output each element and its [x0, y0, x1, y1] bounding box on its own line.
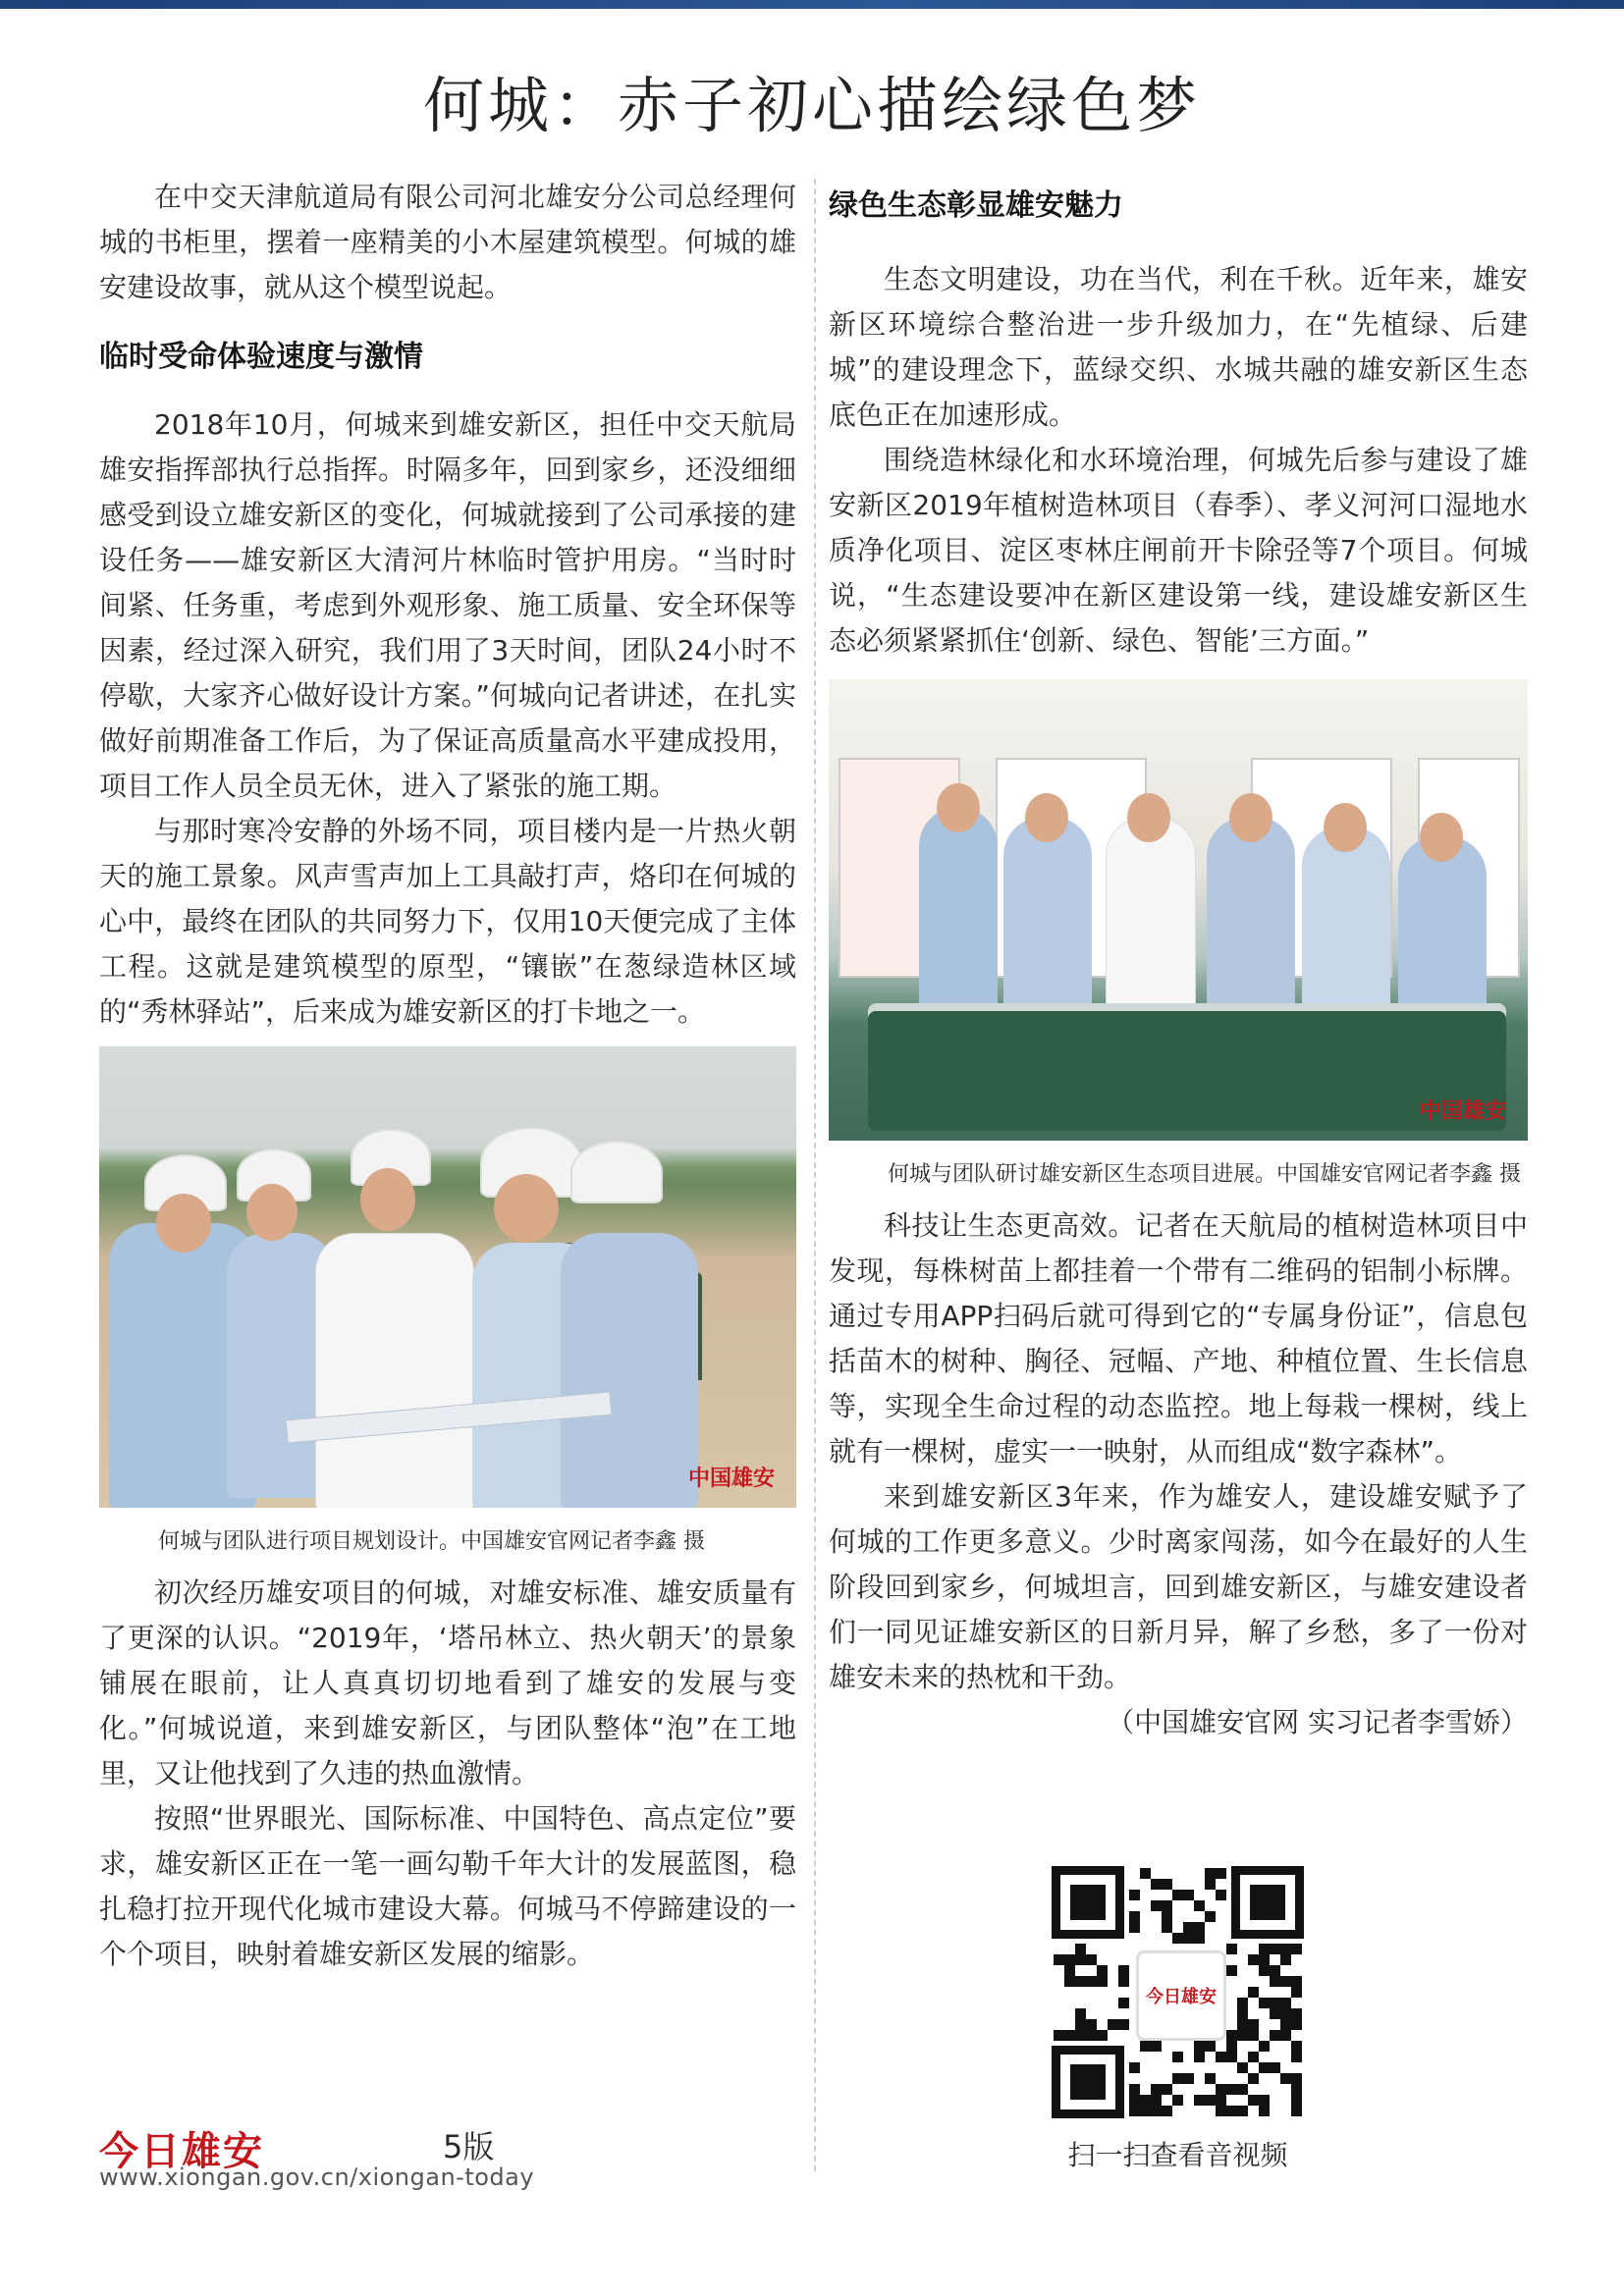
- qr-module: [1162, 2084, 1172, 2095]
- body-paragraph: 2018年10月，何城来到雄安新区，担任中交天航局雄安指挥部执行总指挥。时隔多年，回到家乡，还没细细感受到设立雄安新区的变化，何城就接到了公司承接的建设任务——雄安新区大清河片林临时管护用房。“当时时间紧、任务重，考虑到外观形象、施工质量、安全环保等因素，经过深入研究，我们用了3天时间，团队24小时不停歇，大家齐心做好设计方案。”何城向记者讲述，在扎实做好前期准备工作后，为了保证高质量高水平建成投用，项目工作人员全员无休，进入了紧张的施工期。: [99, 408, 796, 802]
- qr-module: [1129, 2106, 1140, 2116]
- qr-module: [1097, 2030, 1108, 2041]
- qr-module: [1291, 2106, 1302, 2116]
- page-title: 何城：赤子初心描绘绿色梦: [422, 70, 1201, 141]
- qr-module: [1118, 1998, 1129, 2008]
- body-paragraph: 科技让生态更高效。记者在天航局的植树造林项目中发现，每株树苗上都挂着一个带有二维码的铝制小标牌。通过专用APP扫码后就可得到它的“专属身份证”，信息包括苗木的树种、胸径、冠幅、产地、种植位置、生长信息等，实现全生命过程的动态监控。地上每栽一棵树，线上就有一棵树，虚实一一映射，从而组成“数字森林”。: [829, 1209, 1528, 1468]
- qr-module: [1118, 2019, 1129, 2030]
- qr-module: [1075, 2019, 1086, 2030]
- qr-module: [1151, 1900, 1162, 1911]
- qr-module: [1194, 2095, 1205, 2106]
- qr-finder: [1052, 2046, 1124, 2118]
- person-figure: [1398, 836, 1487, 1023]
- qr-module: [1172, 1933, 1183, 1944]
- qr-module: [1226, 2106, 1237, 2116]
- qr-finder: [1231, 1866, 1304, 1939]
- qr-module: [1129, 1911, 1140, 1922]
- qr-module: [1291, 2084, 1302, 2095]
- qr-module: [1291, 2008, 1302, 2019]
- qr-module: [1237, 2106, 1248, 2116]
- qr-module: [1151, 1879, 1162, 1890]
- qr-module: [1086, 2019, 1097, 2030]
- footer-logo: 今日雄安: [99, 2128, 264, 2174]
- qr-module: [1291, 2041, 1302, 2052]
- left-column: [99, 175, 796, 1977]
- body-paragraph: 围绕造林绿化和水环境治理，何城先后参与建设了雄安新区2019年植树造林项目（春季）、孝义河河口湿地水质净化项目、淀区枣林庄闸前开卡除弪等7个项目。何城说，“生态建设要冲在新区建设第一线，建设雄安新区生态必须紧紧抓住‘创新、绿色、智能’三方面。”: [829, 444, 1528, 657]
- qr-module: [1248, 2030, 1259, 2041]
- qr-module: [1064, 2030, 1075, 2041]
- qr-module: [1129, 2062, 1140, 2073]
- head: [937, 783, 980, 832]
- qr-module: [1129, 2095, 1140, 2106]
- qr-module: [1075, 1954, 1086, 1965]
- body-paragraph: 生态文明建设，功在当代，利在千秋。近年来，雄安新区环境综合整治进一步升级加力，在“先植绿、后建城”的建设理念下，蓝绿交织、水城共融的雄安新区生态底色正在加速形成。: [829, 263, 1528, 431]
- qr-module: [1216, 2095, 1226, 2106]
- person-figure: [1302, 827, 1390, 1023]
- top-bar: [0, 0, 1624, 9]
- qr-module: [1259, 1965, 1270, 1976]
- qr-module: [1172, 2095, 1183, 2106]
- qr-module: [1291, 2019, 1302, 2030]
- qr-module: [1118, 1976, 1129, 1987]
- qr-module: [1064, 1976, 1075, 1987]
- qr-module: [1054, 1954, 1064, 1965]
- head: [360, 1168, 415, 1231]
- qr-module: [1118, 1965, 1129, 1976]
- qr-module: [1259, 2041, 1270, 2052]
- qr-module: [1172, 2073, 1183, 2084]
- head: [1025, 793, 1068, 842]
- qr-module: [1280, 1976, 1291, 1987]
- qr-module: [1064, 1965, 1075, 1976]
- person-figure: [919, 807, 998, 1023]
- qr-module: [1248, 2073, 1259, 2084]
- qr-module: [1248, 2095, 1259, 2106]
- intro-paragraph: 在中交天津航道局有限公司河北雄安分公司总经理何城的书柜里，摆着一座精美的小木屋建筑模型。何城的雄安建设故事，就从这个模型说起。: [99, 181, 796, 303]
- qr-module: [1194, 1933, 1205, 1944]
- qr-module: [1280, 2019, 1291, 2030]
- head: [494, 1174, 559, 1243]
- qr-module: [1280, 2073, 1291, 2084]
- qr-module: [1129, 2084, 1140, 2095]
- qr-module: [1162, 1879, 1172, 1890]
- person-figure: [1207, 817, 1295, 1023]
- body-paragraph: 来到雄安新区3年来，作为雄安人，建设雄安赋予了何城的工作更多意义。少时离家闯荡，如今在最好的人生阶段回到家乡，何城坦言，回到雄安新区，与雄安建设者们一同见证雄安新区的日新月异，解了乡愁，多了一份对雄安未来的热枕和干劲。: [829, 1480, 1528, 1693]
- qr-module: [1183, 1933, 1194, 1944]
- body-paragraph: 初次经历雄安项目的何城，对雄安标准、雄安质量有了更深的认识。“2019年，‘塔吊林立、热火朝天’的景象铺展在眼前，让人真真切切地看到了雄安的发展与变化。”何城说道，来到雄安新区，与团队整体“泡”在工地里，又让他找到了久违的热血激情。: [99, 1576, 796, 1789]
- qr-module: [1237, 2008, 1248, 2019]
- qr-module: [1151, 2041, 1162, 2052]
- qr-module: [1280, 1954, 1291, 1965]
- qr-module: [1162, 2106, 1172, 2116]
- qr-module: [1162, 1922, 1172, 1933]
- qr-module: [1129, 1890, 1140, 1900]
- person-figure: [1106, 817, 1196, 1025]
- qr-module: [1237, 1998, 1248, 2008]
- head: [1229, 793, 1272, 842]
- byline: （中国雄安官网 实习记者李雪娇）: [1107, 1706, 1528, 1738]
- qr-module: [1226, 2030, 1237, 2041]
- body-paragraph: 按照“世界眼光、国际标准、中国特色、高点定位”要求，雄安新区正在一笔一画勾勒千年大计的发展蓝图，稳扎稳打拉开现代化城市建设大幕。何城马不停蹄建设的一个个项目，映射着雄安新区发展的缩影。: [99, 1802, 796, 1970]
- qr-module: [1097, 1965, 1108, 1976]
- photo-planning: [99, 1046, 796, 1508]
- head: [1127, 793, 1170, 842]
- qr-module: [1216, 2084, 1226, 2095]
- photo-watermark: 中国雄安: [1419, 1098, 1506, 1124]
- column-divider: [814, 179, 816, 2171]
- qr-module: [1280, 2008, 1291, 2019]
- qr-module: [1216, 1890, 1226, 1900]
- qr-module: [1291, 1944, 1302, 1954]
- qr-center-logo: 今日雄安: [1136, 1950, 1226, 2041]
- qr-module: [1226, 2052, 1237, 2062]
- qr-module: [1259, 1944, 1270, 1954]
- head: [1324, 803, 1367, 852]
- person-figure: [561, 1233, 698, 1508]
- qr-module: [1248, 2019, 1259, 2030]
- qr-module: [1270, 2008, 1280, 2019]
- qr-module: [1151, 2084, 1162, 2095]
- qr-module: [1183, 1922, 1194, 1933]
- qr-module: [1291, 1976, 1302, 1987]
- qr-module: [1248, 1954, 1259, 1965]
- photo-caption: 何城与团队进行项目规划设计。中国雄安官网记者李鑫 摄: [158, 1529, 705, 1554]
- qr-module: [1259, 2095, 1270, 2106]
- qr-module: [1194, 2052, 1205, 2062]
- qr-module: [1259, 2062, 1270, 2073]
- qr-module: [1054, 2030, 1064, 2041]
- qr-module: [1205, 2073, 1216, 2084]
- qr-module: [1194, 2041, 1205, 2052]
- qr-module: [1248, 2052, 1259, 2062]
- qr-module: [1086, 1976, 1097, 1987]
- head: [156, 1194, 211, 1253]
- qr-module: [1270, 1998, 1280, 2008]
- qr-module: [1248, 1987, 1259, 1998]
- qr-module: [1280, 2030, 1291, 2041]
- qr-module: [1270, 1965, 1280, 1976]
- qr-module: [1226, 2041, 1237, 2052]
- qr-module: [1226, 1965, 1237, 1976]
- qr-module: [1151, 2095, 1162, 2106]
- qr-module: [1064, 1954, 1075, 1965]
- qr-module: [1270, 1944, 1280, 1954]
- qr-module: [1205, 1911, 1216, 1922]
- qr-section: [1052, 1866, 1304, 2173]
- sand-table-model: [868, 1003, 1506, 1131]
- qr-module: [1270, 1976, 1280, 1987]
- qr-module: [1226, 2084, 1237, 2095]
- qr-module: [1237, 2030, 1248, 2041]
- helmet: [570, 1141, 663, 1203]
- qr-module: [1151, 2106, 1162, 2116]
- qr-module: [1237, 2084, 1248, 2095]
- photo-watermark: 中国雄安: [687, 1466, 775, 1491]
- qr-module: [1172, 2052, 1183, 2062]
- qr-module: [1075, 2030, 1086, 2041]
- qr-finder: [1052, 1866, 1124, 1939]
- body-paragraph: 与那时寒冷安静的外场不同，项目楼内是一片热火朝天的施工景象。风声雪声加上工具敲打声，烙印在何城的心中，最终在团队的共同努力下，仅用10天便完成了主体工程。这就是建筑模型的原型，“镶嵌”在葱绿造林区域的“秀林驿站”，后来成为雄安新区的打卡地之一。: [99, 815, 796, 1028]
- qr-label: 扫一扫查看音视频: [1067, 2139, 1288, 2171]
- qr-module: [1291, 2073, 1302, 2084]
- qr-module: [1205, 2041, 1216, 2052]
- qr-module: [1280, 1944, 1291, 1954]
- qr-module: [1291, 2095, 1302, 2106]
- qr-module: [1162, 1911, 1172, 1922]
- qr-module: [1086, 2030, 1097, 2041]
- qr-module: [1216, 2052, 1226, 2062]
- qr-module: [1205, 1879, 1216, 1890]
- qr-module: [1259, 1998, 1270, 2008]
- footer-url[interactable]: www.xiongan.gov.cn/xiongan-today: [99, 2163, 535, 2191]
- qr-module: [1183, 1890, 1194, 1900]
- qr-module: [1140, 2095, 1151, 2106]
- qr-module: [1075, 1976, 1086, 1987]
- section-heading-speed: 临时受命体验速度与激情: [99, 340, 423, 374]
- qr-module: [1172, 1890, 1183, 1900]
- section-heading-green: 绿色生态彰显雄安魅力: [829, 188, 1123, 223]
- qr-module: [1140, 2106, 1151, 2116]
- qr-module: [1183, 2073, 1194, 2084]
- qr-module: [1237, 2019, 1248, 2030]
- qr-module: [1259, 2106, 1270, 2116]
- right-column: [829, 175, 1528, 1745]
- photo-caption: 何城与团队研讨雄安新区生态项目进展。中国雄安官网记者李鑫 摄: [888, 1162, 1521, 1187]
- qr-module: [1129, 1922, 1140, 1933]
- qr-module: [1291, 1987, 1302, 1998]
- qr-module: [1097, 1976, 1108, 1987]
- head: [246, 1184, 298, 1241]
- page-number: 5版: [443, 2128, 495, 2165]
- qr-module: [1108, 2019, 1118, 2030]
- qr-code-icon[interactable]: [1052, 1866, 1304, 2118]
- qr-module: [1162, 1900, 1172, 1911]
- qr-module: [1086, 1954, 1097, 1965]
- qr-module: [1270, 2062, 1280, 2073]
- qr-module: [1140, 2041, 1151, 2052]
- qr-module: [1075, 2008, 1086, 2019]
- qr-module: [1194, 1922, 1205, 1933]
- qr-module: [1205, 1868, 1216, 1879]
- photo-ecology-model: [829, 679, 1528, 1141]
- qr-module: [1237, 2062, 1248, 2073]
- qr-module: [1205, 2095, 1216, 2106]
- qr-module: [1140, 1868, 1151, 1879]
- person-figure: [1003, 817, 1092, 1023]
- qr-module: [1270, 2030, 1280, 2041]
- qr-module: [1075, 1944, 1086, 1954]
- qr-module: [1291, 2052, 1302, 2062]
- qr-module: [1280, 1998, 1291, 2008]
- person-figure: [315, 1233, 474, 1508]
- head: [1420, 813, 1463, 862]
- qr-module: [1194, 1900, 1205, 1911]
- qr-module: [1216, 1868, 1226, 1879]
- qr-module: [1259, 1954, 1270, 1965]
- qr-module: [1226, 1944, 1237, 1954]
- qr-module: [1216, 2106, 1226, 2116]
